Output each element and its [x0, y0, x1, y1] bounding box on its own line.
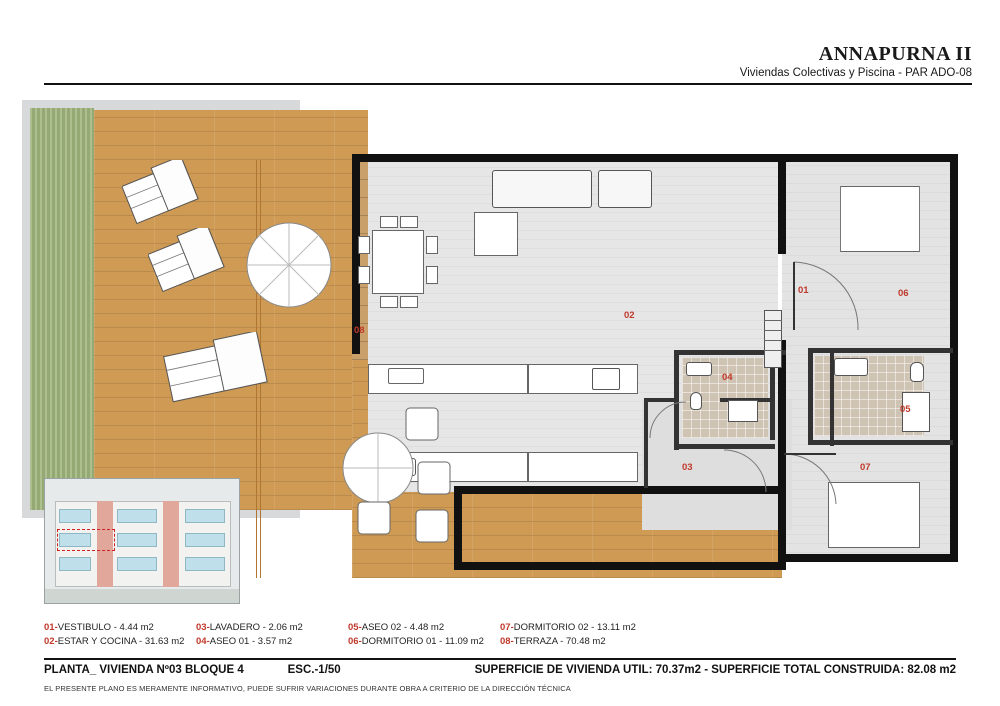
unit-highlight-box [57, 529, 115, 551]
window-r3-c2 [117, 557, 157, 571]
wall-right-outer [950, 154, 958, 562]
room-legend [44, 622, 956, 650]
wall-right-bottom [778, 554, 958, 562]
dining-chair-03 [426, 236, 438, 254]
toilet-01 [690, 392, 702, 410]
washbasin-01 [686, 362, 712, 376]
project-subtitle: Viviendas Colectivas y Piscina - PAR ADO-08 [739, 67, 972, 79]
wall-living-left [352, 154, 360, 354]
sheet-footer [44, 664, 956, 676]
legend-item-03 [196, 622, 348, 633]
sheet-header [740, 44, 972, 79]
legend-code-05: 05- [348, 622, 362, 633]
sun-lounger-02 [148, 228, 228, 298]
plan-scale: ESC.-1/50 [287, 664, 341, 676]
legend-text-03: LAVADERO - 2.06 m2 [209, 622, 303, 633]
wall-terrace-bottom [454, 562, 784, 570]
legend-text-04: ASEO 01 - 3.57 m2 [209, 636, 293, 647]
legend-item-04 [196, 636, 348, 647]
legend-item-05 [348, 622, 500, 633]
stair-tread-2 [764, 330, 782, 331]
legend-code-03: 03- [196, 622, 210, 633]
kitchen-counter [528, 364, 638, 394]
dining-chair-06 [400, 216, 418, 228]
window-r3-c3 [185, 557, 225, 571]
legend-item-08 [500, 636, 652, 647]
header-divider [44, 83, 972, 85]
legend-text-05: ASEO 02 - 4.48 m2 [361, 622, 445, 633]
garden-strip [30, 108, 94, 510]
terrace-chair-04 [410, 504, 454, 548]
legend-item-01 [44, 622, 196, 633]
window-r1-c2 [117, 509, 157, 523]
dining-chair-05 [380, 216, 398, 228]
building-elevation-thumbnail [44, 478, 240, 604]
sun-lounger-01 [122, 160, 202, 230]
shower-01 [728, 400, 758, 422]
dining-table [372, 230, 424, 294]
sofa-side [598, 170, 652, 208]
terrace-chair-02 [412, 456, 456, 500]
legend-code-06: 06- [348, 636, 362, 647]
wall-corner-tl [352, 154, 360, 162]
dining-chair-07 [380, 296, 398, 308]
door-hall [648, 400, 688, 440]
legend-text-06: DORMITORIO 01 - 11.09 m2 [361, 636, 484, 647]
room-label-08: 08 [354, 325, 365, 336]
room-label-06: 06 [898, 288, 909, 299]
project-title: ANNAPURNA II [818, 43, 972, 65]
room-label-01: 01 [798, 285, 809, 296]
legend-code-08: 08- [500, 636, 514, 647]
stair-tread-1 [764, 320, 782, 321]
window-r3-c1 [59, 557, 91, 571]
window-r2-c3 [185, 533, 225, 547]
wall-right-wing-upper [778, 154, 786, 254]
door-bathroom-01 [722, 448, 768, 494]
legend-text-08: TERRAZA - 70.48 m2 [513, 636, 606, 647]
legend-item-06 [348, 636, 500, 647]
sofa-main [492, 170, 592, 208]
window-r1-c1 [59, 509, 91, 523]
legend-row-1 [44, 622, 956, 633]
terrace-chair-01 [400, 402, 444, 446]
window-r1-c3 [185, 509, 225, 523]
partition-bath02-left [808, 350, 813, 444]
bed-01-detail [840, 186, 920, 252]
door-bedroom-02 [782, 452, 838, 508]
room-label-02: 02 [624, 310, 635, 321]
armchair-01 [474, 212, 518, 256]
legal-disclaimer: EL PRESENTE PLANO ES MERAMENTE INFORMATIVO, PUEDE SUFRIR VARIACIONES DURANTE OBRA A CRITERIO DE LA DIRECCIÓN TÉCNICA [44, 684, 571, 693]
dining-chair-04 [426, 266, 438, 284]
facade-accent-right [163, 501, 179, 587]
kitchen-lower-run-2 [528, 452, 638, 482]
washbasin-02 [834, 358, 868, 376]
terrace-chair-03 [352, 496, 396, 540]
bed-bedroom-02 [828, 482, 920, 548]
dining-chair-01 [358, 236, 370, 254]
wall-living-left-end [352, 346, 360, 354]
room-label-07: 07 [860, 462, 871, 473]
plan-areas: SUPERFICIE DE VIVIENDA UTIL: 70.37m2 - SUPERFICIE TOTAL CONSTRUIDA: 82.08 m2 [474, 664, 956, 676]
room-label-04: 04 [722, 372, 733, 383]
footer-divider [44, 658, 956, 660]
window-r2-c2 [117, 533, 157, 547]
room-label-03: 03 [682, 462, 693, 473]
parasol-upper [244, 220, 334, 310]
legend-text-01: VESTIBULO - 4.44 m2 [57, 622, 154, 633]
dining-chair-02 [358, 266, 370, 284]
legend-code-04: 04- [196, 636, 210, 647]
thumbnail-ground [45, 589, 239, 603]
door-bedroom-01 [792, 260, 862, 336]
toilet-02 [910, 362, 924, 382]
room-label-05: 05 [900, 404, 911, 415]
cooktop-burners [388, 368, 424, 384]
legend-item-02 [44, 636, 196, 647]
legend-code-01: 01- [44, 622, 58, 633]
stair-tread-4 [764, 350, 782, 351]
stove-hob [592, 368, 620, 390]
stair-tread-3 [764, 340, 782, 341]
legend-text-02: ESTAR Y COCINA - 31.63 m2 [57, 636, 185, 647]
legend-text-07: DORMITORIO 02 - 13.11 m2 [513, 622, 636, 633]
wall-right-top [778, 154, 958, 162]
plan-identifier: PLANTA_ VIVIENDA Nº03 BLOQUE 4 [44, 664, 244, 676]
legend-row-2 [44, 636, 956, 647]
wall-living-top [352, 154, 784, 162]
legend-code-07: 07- [500, 622, 514, 633]
legend-code-02: 02- [44, 636, 58, 647]
dining-chair-08 [400, 296, 418, 308]
legend-item-07 [500, 622, 652, 633]
entry-stair [764, 310, 782, 368]
sun-lounger-03 [162, 332, 272, 412]
